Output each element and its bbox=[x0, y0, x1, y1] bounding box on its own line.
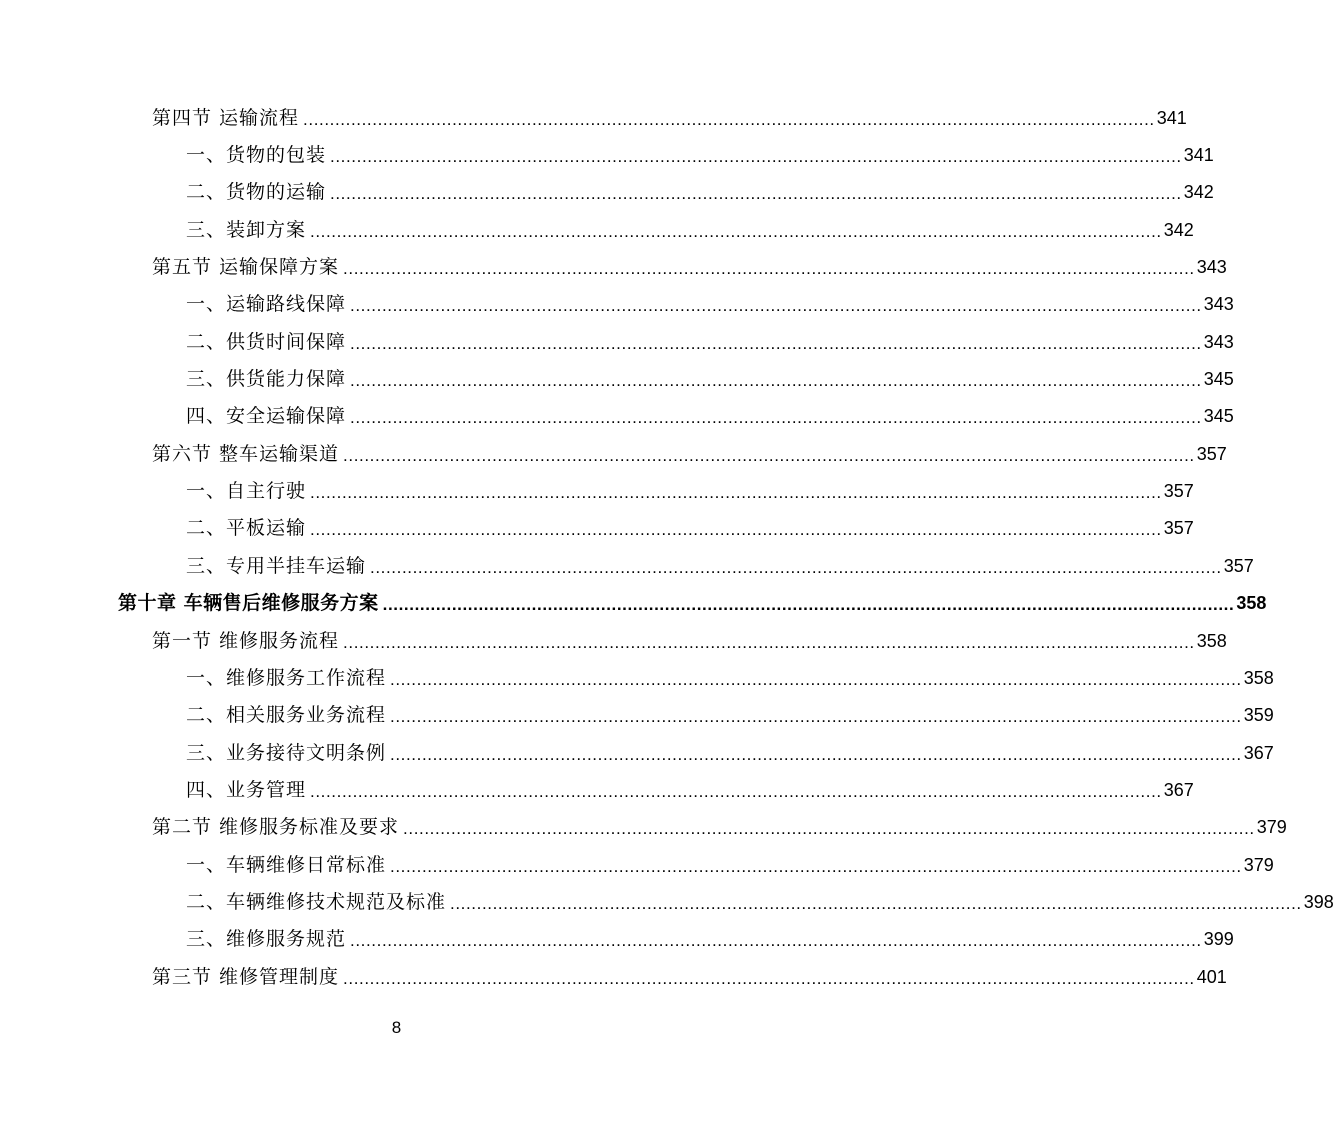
toc-entry-page: 342 bbox=[1163, 220, 1194, 240]
toc-entry[interactable] bbox=[186, 365, 1234, 393]
toc-entry-label: 三、维修服务规范 bbox=[186, 928, 347, 950]
toc-leader-dots: ................................................................................................................................................................ bbox=[350, 296, 1202, 315]
toc-entry-page: 401 bbox=[1196, 967, 1227, 987]
toc-leader-dots: ................................................................................................................................................................ bbox=[390, 670, 1242, 689]
toc-entry[interactable] bbox=[186, 328, 1234, 356]
toc-entry-chapter[interactable] bbox=[118, 589, 1267, 617]
toc-leader-dots: ................................................................................................................................................................ bbox=[390, 857, 1242, 876]
toc-entry-label: 四、业务管理 bbox=[186, 779, 307, 801]
toc-entry-label: 第五节 运输保障方案 bbox=[152, 256, 340, 278]
toc-entry-label: 第六节 整车运输渠道 bbox=[152, 443, 340, 465]
toc-entry[interactable] bbox=[152, 104, 1187, 132]
toc-entry-label: 三、供货能力保障 bbox=[186, 368, 347, 390]
toc-entry[interactable] bbox=[152, 440, 1227, 468]
toc-leader-dots: ................................................................................................................................................................ bbox=[330, 184, 1182, 203]
toc-entry-page: 343 bbox=[1196, 257, 1227, 277]
toc-entry-label: 一、维修服务工作流程 bbox=[186, 667, 387, 689]
toc-entry[interactable] bbox=[186, 141, 1214, 169]
toc-entry[interactable] bbox=[186, 888, 1334, 916]
toc-entry-page: 367 bbox=[1243, 743, 1274, 763]
toc-entry-page: 357 bbox=[1163, 481, 1194, 501]
toc-leader-dots: ................................................................................................................................................................ bbox=[450, 894, 1302, 913]
toc-leader-dots: ................................................................................................................................................................ bbox=[310, 520, 1162, 539]
toc-entry[interactable] bbox=[186, 739, 1274, 767]
toc-entry[interactable] bbox=[152, 813, 1287, 841]
toc-entry-page: 343 bbox=[1203, 332, 1234, 352]
toc-leader-dots: ................................................................................................................................................................ bbox=[310, 782, 1162, 801]
toc-entry-label: 二、供货时间保障 bbox=[186, 331, 347, 353]
toc-entry-label: 三、业务接待文明条例 bbox=[186, 742, 387, 764]
toc-leader-dots: ................................................................................................................................................................ bbox=[350, 334, 1202, 353]
toc-entry-label: 三、装卸方案 bbox=[186, 219, 307, 241]
toc-entry-page: 357 bbox=[1196, 444, 1227, 464]
toc-entry-page: 399 bbox=[1203, 929, 1234, 949]
toc-leader-dots: ................................................................................................................................................................ bbox=[350, 371, 1202, 390]
toc-entry-label: 第四节 运输流程 bbox=[152, 107, 300, 129]
toc-leader-dots: ................................................................................................................................................................ bbox=[343, 969, 1195, 988]
toc-entry-label: 三、专用半挂车运输 bbox=[186, 555, 367, 577]
toc-entry-page: 342 bbox=[1183, 182, 1214, 202]
toc-entry[interactable] bbox=[152, 253, 1227, 281]
toc-entry[interactable] bbox=[186, 664, 1274, 692]
toc-entry-page: 358 bbox=[1236, 593, 1267, 613]
toc-leader-dots: ................................................................................................................................................................ bbox=[350, 408, 1202, 427]
toc-leader-dots: ................................................................................................................................................................ bbox=[343, 633, 1195, 652]
toc-leader-dots: ................................................................................................................................................................ bbox=[390, 707, 1242, 726]
toc-entry-page: 341 bbox=[1183, 145, 1214, 165]
page-number: 8 bbox=[391, 1018, 402, 1037]
toc-leader-dots: ................................................................................................................................................................ bbox=[403, 819, 1255, 838]
toc-entry-label: 第二节 维修服务标准及要求 bbox=[152, 816, 400, 838]
toc-leader-dots: ................................................................................................................................................................ bbox=[310, 483, 1162, 502]
toc-entry-page: 341 bbox=[1156, 108, 1187, 128]
toc-leader-dots: ................................................................................................................................................................ bbox=[330, 147, 1182, 166]
toc-entry-page: 379 bbox=[1256, 817, 1287, 837]
toc-leader-dots: ................................................................................................................................................................ bbox=[370, 558, 1222, 577]
toc-leader-dots: ................................................................................................................................................................ bbox=[303, 110, 1155, 129]
toc-entry-page: 367 bbox=[1163, 780, 1194, 800]
toc-leader-dots: ................................................................................................................................................................ bbox=[350, 931, 1202, 950]
toc-leader-dots: ................................................................................................................................................................ bbox=[343, 446, 1195, 465]
toc-entry[interactable] bbox=[186, 514, 1194, 542]
toc-entry-page: 357 bbox=[1163, 518, 1194, 538]
toc-entry[interactable] bbox=[186, 290, 1234, 318]
toc-entry-label: 第十章 车辆售后维修服务方案 bbox=[118, 592, 379, 614]
toc-entry[interactable] bbox=[186, 216, 1194, 244]
toc-entry-label: 第三节 维修管理制度 bbox=[152, 966, 340, 988]
toc-entry-label: 二、车辆维修技术规范及标准 bbox=[186, 891, 447, 913]
toc-entry-label: 二、货物的运输 bbox=[186, 181, 327, 203]
toc-entry-label: 一、车辆维修日常标准 bbox=[186, 854, 387, 876]
toc-entry[interactable] bbox=[186, 178, 1214, 206]
toc-entry[interactable] bbox=[186, 851, 1274, 879]
toc-entry-page: 343 bbox=[1203, 294, 1234, 314]
toc-entry-page: 358 bbox=[1243, 668, 1274, 688]
toc-entry[interactable] bbox=[186, 925, 1234, 953]
toc-entry-label: 一、自主行驶 bbox=[186, 480, 307, 502]
toc-leader-dots: ................................................................................................................................................................ bbox=[343, 259, 1195, 278]
toc-entry-page: 357 bbox=[1223, 556, 1254, 576]
toc-entry-label: 四、安全运输保障 bbox=[186, 405, 347, 427]
toc-leader-dots: ................................................................................................................................................................ bbox=[310, 222, 1162, 241]
toc-entry-label: 一、运输路线保障 bbox=[186, 293, 347, 315]
toc-entry-label: 第一节 维修服务流程 bbox=[152, 630, 340, 652]
toc-entry[interactable] bbox=[186, 552, 1254, 580]
toc-entry-page: 398 bbox=[1303, 892, 1334, 912]
toc-entry-label: 二、相关服务业务流程 bbox=[186, 704, 387, 726]
toc-entry[interactable] bbox=[186, 402, 1234, 430]
toc-leader-dots: ................................................................................................................................................................ bbox=[390, 745, 1242, 764]
toc-entry-page: 359 bbox=[1243, 705, 1274, 725]
toc-entry-page: 345 bbox=[1203, 406, 1234, 426]
toc-entry-label: 二、平板运输 bbox=[186, 517, 307, 539]
toc-entry[interactable] bbox=[152, 627, 1227, 655]
toc-entry[interactable] bbox=[186, 477, 1194, 505]
toc-entry[interactable] bbox=[186, 776, 1194, 804]
toc-leader-dots: ................................................................................................................................................................ bbox=[382, 595, 1235, 614]
toc-entry-page: 345 bbox=[1203, 369, 1234, 389]
toc-entry[interactable] bbox=[152, 963, 1227, 991]
toc-entry-page: 358 bbox=[1196, 631, 1227, 651]
toc-entry[interactable] bbox=[186, 701, 1274, 729]
toc-entry-page: 379 bbox=[1243, 855, 1274, 875]
toc-entry-label: 一、货物的包装 bbox=[186, 144, 327, 166]
